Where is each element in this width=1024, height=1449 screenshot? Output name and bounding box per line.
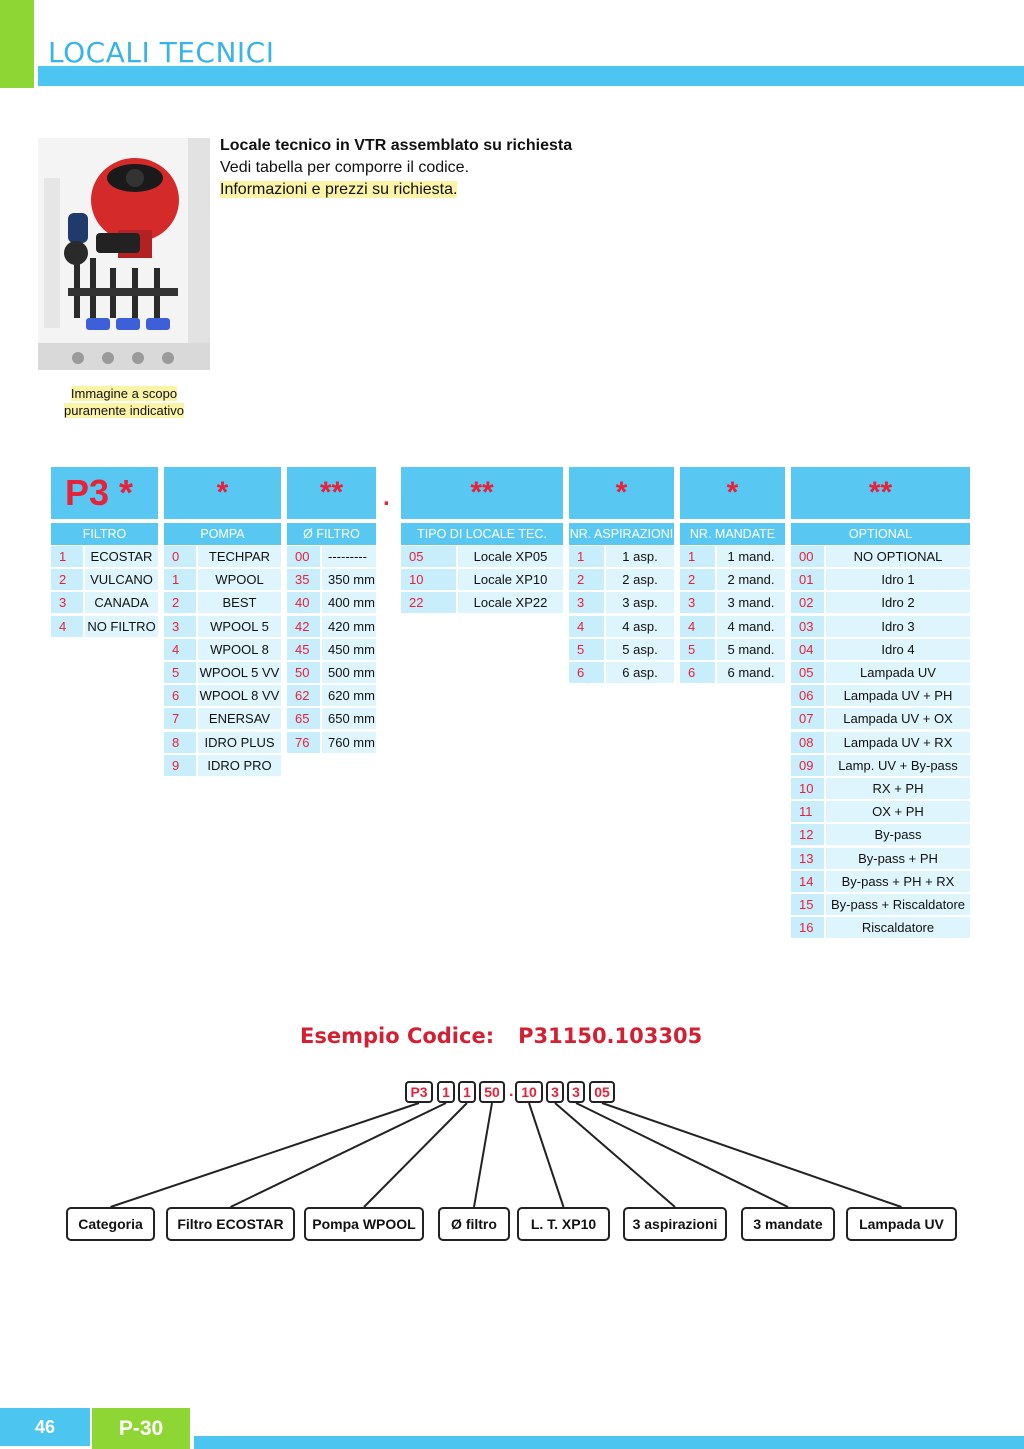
table-row — [791, 778, 970, 799]
footer-blue-bar — [194, 1436, 1024, 1449]
row-code: 03 — [791, 616, 824, 637]
row-code: 07 — [791, 708, 824, 729]
product-description — [220, 135, 572, 201]
table-row — [680, 546, 785, 567]
connector-line — [576, 1103, 788, 1207]
table-row — [401, 592, 563, 613]
row-value: 5 asp. — [606, 639, 674, 660]
row-value: ENERSAV — [198, 708, 281, 729]
row-value: BEST — [198, 592, 281, 613]
row-code: 10 — [401, 569, 456, 590]
row-value: Lampada UV + OX — [826, 708, 970, 729]
row-value: 5 mand. — [717, 639, 785, 660]
table-row — [287, 616, 376, 637]
caption-line-1: Immagine a scopo — [70, 386, 178, 401]
row-code: 11 — [791, 801, 824, 822]
table-row — [791, 685, 970, 706]
row-value: IDRO PLUS — [198, 732, 281, 753]
row-code: 09 — [791, 755, 824, 776]
connector-line — [602, 1103, 902, 1207]
row-code: 3 — [569, 592, 604, 613]
row-value: 6 asp. — [606, 662, 674, 683]
example-label-box: L. T. XP10 — [517, 1207, 610, 1241]
column-header-1: P3 * — [51, 467, 158, 519]
table-row — [791, 848, 970, 869]
row-code: 1 — [51, 546, 83, 567]
column-label-5: NR. ASPIRAZIONI — [569, 523, 674, 545]
table-row — [791, 871, 970, 892]
row-code: 45 — [287, 639, 320, 660]
example-label-box: Lampada UV — [846, 1207, 957, 1241]
row-code: 50 — [287, 662, 320, 683]
column-label-6: NR. MANDATE — [680, 523, 785, 545]
table-row — [287, 569, 376, 590]
column-label-2: POMPA — [164, 523, 281, 545]
row-code: 5 — [164, 662, 196, 683]
row-code: 08 — [791, 732, 824, 753]
row-value: 2 mand. — [717, 569, 785, 590]
description-line-3: Informazioni e prezzi su richiesta. — [220, 181, 458, 198]
table-row — [401, 569, 563, 590]
example-code: P31150.103305 — [518, 1024, 703, 1048]
table-row — [164, 685, 281, 706]
table-row — [680, 639, 785, 660]
row-value: 450 mm — [322, 639, 376, 660]
row-value: Idro 1 — [826, 569, 970, 590]
row-code: 40 — [287, 592, 320, 613]
table-row — [164, 592, 281, 613]
row-value: 1 asp. — [606, 546, 674, 567]
row-code: 15 — [791, 894, 824, 915]
column-header-5: * — [569, 467, 674, 519]
row-code: 65 — [287, 708, 320, 729]
row-code: 6 — [164, 685, 196, 706]
table-row — [569, 592, 674, 613]
code-segment: 10 — [515, 1081, 543, 1103]
table-row — [680, 569, 785, 590]
table-row — [569, 616, 674, 637]
table-row — [164, 732, 281, 753]
page-code: P-30 — [92, 1408, 190, 1449]
row-code: 4 — [164, 639, 196, 660]
row-value: By-pass + PH + RX — [826, 871, 970, 892]
table-row — [791, 662, 970, 683]
header-blue-bar — [38, 66, 1024, 86]
row-value: 400 mm — [322, 592, 376, 613]
row-code: 2 — [51, 569, 83, 590]
table-row — [287, 732, 376, 753]
table-row — [680, 592, 785, 613]
table-row — [51, 546, 158, 567]
table-row — [791, 801, 970, 822]
table-row — [680, 662, 785, 683]
table-row — [791, 708, 970, 729]
code-segment: 1 — [458, 1081, 476, 1103]
table-row — [287, 708, 376, 729]
code-separator: . — [383, 484, 390, 511]
table-row — [164, 708, 281, 729]
row-value: 350 mm — [322, 569, 376, 590]
table-row — [164, 569, 281, 590]
connector-line — [529, 1103, 564, 1207]
table-row — [569, 546, 674, 567]
row-code: 02 — [791, 592, 824, 613]
row-value: WPOOL — [198, 569, 281, 590]
connector-line — [231, 1103, 447, 1207]
row-value: 4 asp. — [606, 616, 674, 637]
table-row — [164, 616, 281, 637]
row-code: 10 — [791, 778, 824, 799]
code-segment: 1 — [437, 1081, 455, 1103]
row-code: 0 — [164, 546, 196, 567]
row-code: 00 — [791, 546, 824, 567]
row-value: WPOOL 5 VV — [198, 662, 281, 683]
connector-line — [474, 1103, 492, 1207]
row-code: 1 — [164, 569, 196, 590]
row-code: 06 — [791, 685, 824, 706]
table-row — [791, 732, 970, 753]
table-row — [164, 546, 281, 567]
row-code: 8 — [164, 732, 196, 753]
row-value: VULCANO — [85, 569, 158, 590]
row-value: CANADA — [85, 592, 158, 613]
row-value: Locale XP22 — [458, 592, 563, 613]
row-value: 1 mand. — [717, 546, 785, 567]
column-label-3: Ø FILTRO — [287, 523, 376, 545]
example-label-box: Pompa WPOOL — [304, 1207, 424, 1241]
code-segment: 3 — [546, 1081, 564, 1103]
header-green-tab — [0, 0, 34, 88]
row-code: 05 — [401, 546, 456, 567]
row-code: 4 — [680, 616, 715, 637]
table-row — [164, 755, 281, 776]
row-value: 760 mm — [322, 732, 376, 753]
row-value: ECOSTAR — [85, 546, 158, 567]
example-label-box: 3 aspirazioni — [623, 1207, 727, 1241]
row-code: 62 — [287, 685, 320, 706]
row-value: NO FILTRO — [85, 616, 158, 637]
table-row — [51, 616, 158, 637]
table-row — [569, 569, 674, 590]
table-row — [164, 662, 281, 683]
row-code: 13 — [791, 848, 824, 869]
row-value: By-pass — [826, 824, 970, 845]
example-label-box: Filtro ECOSTAR — [166, 1207, 295, 1241]
row-value: 650 mm — [322, 708, 376, 729]
example-label-box: Categoria — [66, 1207, 155, 1241]
column-header-2: * — [164, 467, 281, 519]
column-header-3: ** — [287, 467, 376, 519]
code-segment: P3 — [405, 1081, 433, 1103]
table-row — [569, 639, 674, 660]
row-code: 3 — [164, 616, 196, 637]
row-value: By-pass + PH — [826, 848, 970, 869]
example-label-box: Ø filtro — [438, 1207, 510, 1241]
row-value: Idro 3 — [826, 616, 970, 637]
description-title: Locale tecnico in VTR assemblato su richiesta — [220, 137, 573, 154]
row-value: Locale XP05 — [458, 546, 563, 567]
row-value: 420 mm — [322, 616, 376, 637]
table-row — [680, 616, 785, 637]
table-row — [287, 592, 376, 613]
row-value: 2 asp. — [606, 569, 674, 590]
table-row — [51, 592, 158, 613]
table-row — [287, 662, 376, 683]
row-value: Lampada UV — [826, 662, 970, 683]
row-value: WPOOL 5 — [198, 616, 281, 637]
table-row — [791, 546, 970, 567]
example-label: Esempio Codice: — [300, 1024, 495, 1048]
row-code: 22 — [401, 592, 456, 613]
table-row — [164, 639, 281, 660]
row-value: Locale XP10 — [458, 569, 563, 590]
code-segment: 3 — [567, 1081, 585, 1103]
row-value: 3 mand. — [717, 592, 785, 613]
table-row — [791, 639, 970, 660]
row-code: 1 — [569, 546, 604, 567]
row-code: 9 — [164, 755, 196, 776]
page-number: 46 — [0, 1408, 90, 1446]
row-code: 5 — [680, 639, 715, 660]
row-code: 05 — [791, 662, 824, 683]
connector-line — [111, 1103, 420, 1207]
row-value: --------- — [322, 546, 376, 567]
row-code: 16 — [791, 917, 824, 938]
row-value: 6 mand. — [717, 662, 785, 683]
row-code: 12 — [791, 824, 824, 845]
row-value: RX + PH — [826, 778, 970, 799]
row-value: Lampada UV + PH — [826, 685, 970, 706]
row-code: 4 — [569, 616, 604, 637]
table-row — [791, 755, 970, 776]
column-label-1: FILTRO — [51, 523, 158, 545]
filter-unit-illustration — [38, 138, 210, 370]
column-header-6: * — [680, 467, 785, 519]
table-row — [791, 569, 970, 590]
description-line-2: Vedi tabella per comporre il codice. — [220, 159, 470, 176]
row-code: 5 — [569, 639, 604, 660]
table-row — [51, 569, 158, 590]
table-row — [791, 616, 970, 637]
row-code: 4 — [51, 616, 83, 637]
row-code: 01 — [791, 569, 824, 590]
row-value: Idro 4 — [826, 639, 970, 660]
row-code: 04 — [791, 639, 824, 660]
row-code: 76 — [287, 732, 320, 753]
row-code: 14 — [791, 871, 824, 892]
row-value: Idro 2 — [826, 592, 970, 613]
row-code: 6 — [569, 662, 604, 683]
connector-line — [555, 1103, 675, 1207]
table-row — [401, 546, 563, 567]
row-code: 35 — [287, 569, 320, 590]
column-header-4: ** — [401, 467, 563, 519]
row-value: Riscaldatore — [826, 917, 970, 938]
segment-separator: . — [509, 1083, 514, 1100]
row-code: 6 — [680, 662, 715, 683]
table-row — [791, 917, 970, 938]
row-value: TECHPAR — [198, 546, 281, 567]
table-row — [287, 639, 376, 660]
column-label-4: TIPO DI LOCALE TEC. — [401, 523, 563, 545]
table-row — [791, 824, 970, 845]
row-value: By-pass + Riscaldatore — [826, 894, 970, 915]
page-title: LOCALI TECNICI — [48, 36, 275, 69]
row-code: 1 — [680, 546, 715, 567]
row-value: 500 mm — [322, 662, 376, 683]
row-value: NO OPTIONAL — [826, 546, 970, 567]
image-caption — [44, 385, 204, 419]
table-row — [791, 592, 970, 613]
table-row — [569, 662, 674, 683]
row-value: IDRO PRO — [198, 755, 281, 776]
row-code: 2 — [680, 569, 715, 590]
row-value: OX + PH — [826, 801, 970, 822]
connector-line — [364, 1103, 467, 1207]
product-image — [38, 138, 210, 370]
code-segment: 50 — [479, 1081, 505, 1103]
row-value: Lamp. UV + By-pass — [826, 755, 970, 776]
column-header-7: ** — [791, 467, 970, 519]
row-value: 620 mm — [322, 685, 376, 706]
example-code-title — [300, 1024, 702, 1048]
row-value: WPOOL 8 — [198, 639, 281, 660]
row-value: 4 mand. — [717, 616, 785, 637]
column-label-7: OPTIONAL — [791, 523, 970, 545]
caption-line-2: puramente indicativo — [64, 403, 184, 418]
row-code: 3 — [680, 592, 715, 613]
row-value: Lampada UV + RX — [826, 732, 970, 753]
row-code: 42 — [287, 616, 320, 637]
row-code: 7 — [164, 708, 196, 729]
code-segment: 05 — [589, 1081, 615, 1103]
row-value: 3 asp. — [606, 592, 674, 613]
row-code: 00 — [287, 546, 320, 567]
table-row — [287, 546, 376, 567]
example-label-box: 3 mandate — [741, 1207, 835, 1241]
table-row — [791, 894, 970, 915]
row-code: 2 — [569, 569, 604, 590]
table-row — [287, 685, 376, 706]
row-value: WPOOL 8 VV — [198, 685, 281, 706]
row-code: 3 — [51, 592, 83, 613]
row-code: 2 — [164, 592, 196, 613]
